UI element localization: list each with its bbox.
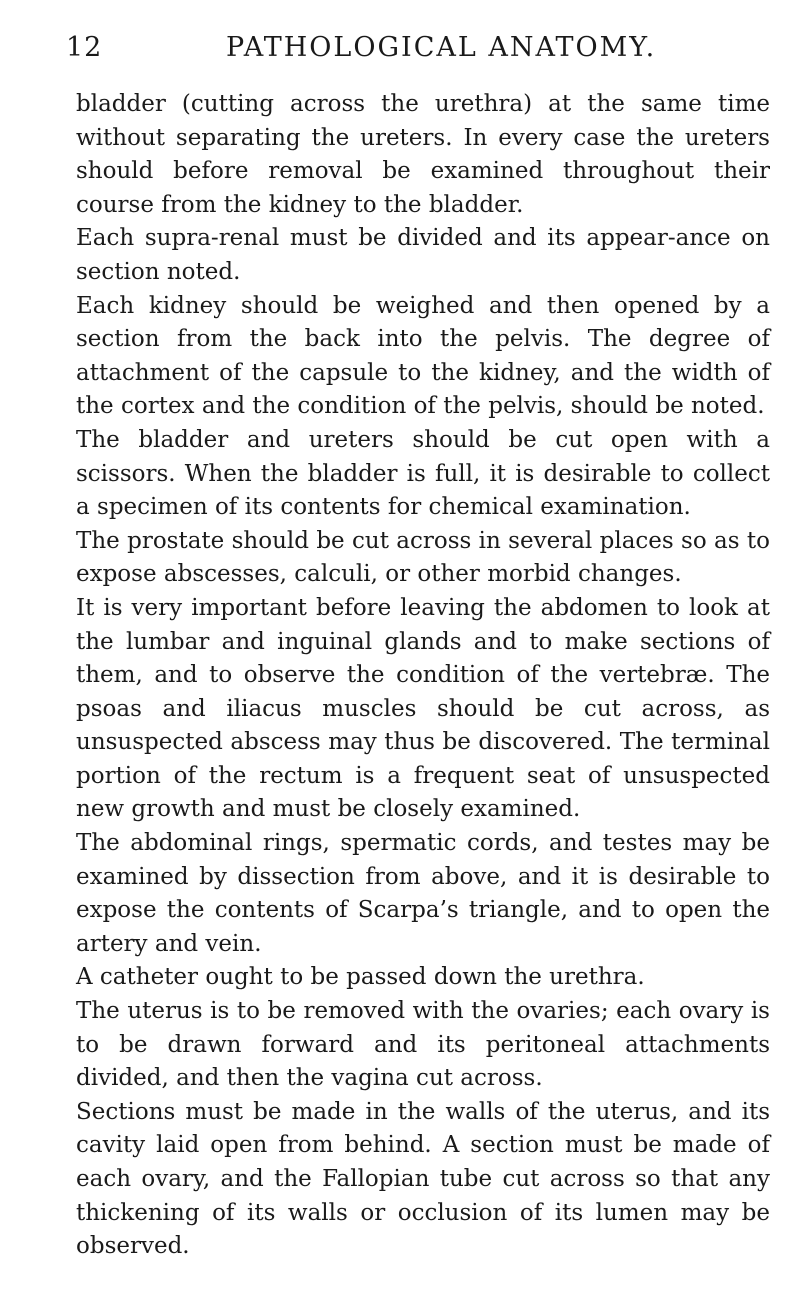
paragraph-prostate: The prostate should be cut across in several places so as to expose abscesses, calculi, or other morbid changes. <box>76 527 770 588</box>
paragraph-uterus: The uterus is to be removed with the ovaries; each ovary is to be drawn forward and its peritoneal attachments divided, and then the vagina cut across. <box>76 998 770 1092</box>
paragraph-kidney: Each kidney should be weighed and then opened by a section from the back into the pelvis. The degree of attachment of the capsule to the kidney, and the width of the cortex and the condition of the pelvis, should be noted. <box>76 292 770 420</box>
paragraph-bladder-removal: bladder (cutting across the urethra) at the same time without separating the ureters. In every case the ureters should before removal be examined throughout their course from the kidney to the bladder. <box>76 91 770 218</box>
paragraph-bladder-ureters: The bladder and ureters should be cut open with a scissors. When the bladder is full, it is desirable to collect a specimen of its contents for chemical examination. <box>76 426 770 521</box>
paragraph-uterus-sections: Sections must be made in the walls of the uterus, and its cavity laid open from behind. A section must be made of each ovary, and the Fallopian tube cut across so that any thickening of its walls or occlusion of its lumen may be observed. <box>76 1098 770 1260</box>
paragraph-catheter: A catheter ought to be passed down the urethra. <box>76 964 645 991</box>
paragraph-supra-renal: Each supra-renal must be divided and its appear-ance on section noted. <box>76 225 770 285</box>
body-text <box>76 88 770 1264</box>
page-number: 12 <box>66 32 103 63</box>
running-head <box>56 32 744 72</box>
paragraph-abdomen-glands: It is very important before leaving the abdomen to look at the lumbar and inguinal glands and to make sections of them, and to observe the condition of the vertebræ. The psoas and iliacus muscles should be cut across, as unsuspected abscess may thus be discovered. The terminal portion of the rectum is a frequent seat of unsuspected new growth and must be closely examined. <box>76 594 770 823</box>
running-title: PATHOLOGICAL ANATOMY. <box>226 32 657 63</box>
paragraph-abdominal-rings: The abdominal rings, spermatic cords, and testes may be examined by dissection from above, and it is desirable to expose the contents of Scarpa’s triangle, and to open the artery and vein. <box>76 830 770 957</box>
